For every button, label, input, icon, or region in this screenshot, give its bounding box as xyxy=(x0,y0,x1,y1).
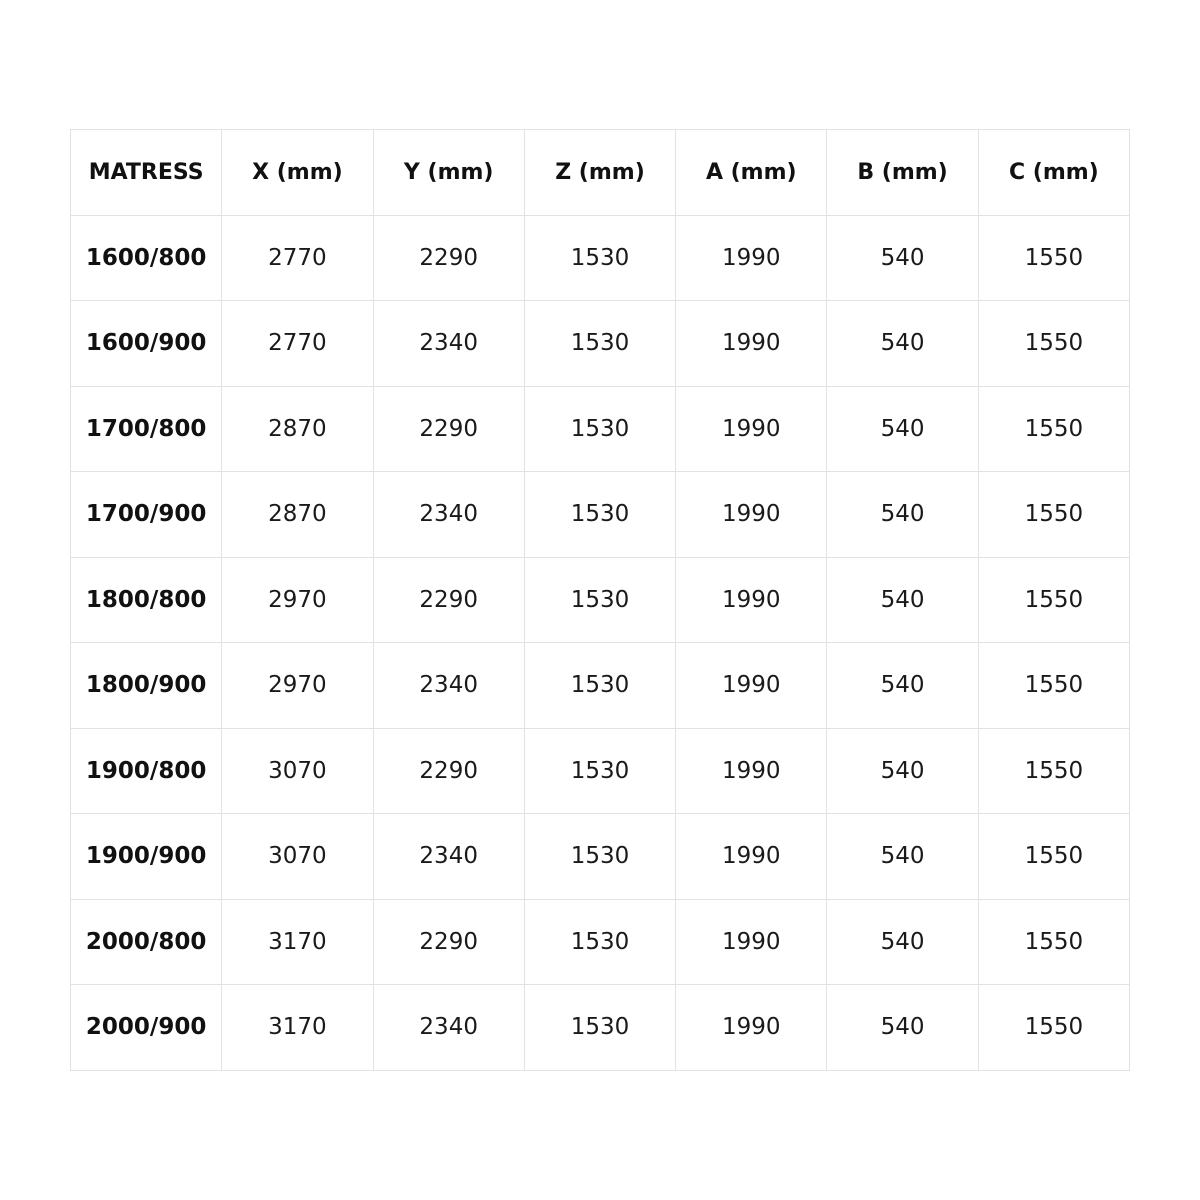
y-value-cell: 2340 xyxy=(373,472,524,558)
header-z: Z (mm) xyxy=(524,130,675,216)
table-row xyxy=(71,557,1130,643)
z-value-cell: 1530 xyxy=(524,899,675,985)
c-value-cell: 1550 xyxy=(978,215,1129,301)
header-c: C (mm) xyxy=(978,130,1129,216)
c-value-cell: 1550 xyxy=(978,557,1129,643)
table-row xyxy=(71,386,1130,472)
table-row xyxy=(71,301,1130,387)
mattress-size-cell: 1700/900 xyxy=(71,472,222,558)
header-a: A (mm) xyxy=(676,130,827,216)
x-value-cell: 2970 xyxy=(222,643,373,729)
mattress-size-cell: 1900/900 xyxy=(71,814,222,900)
x-value-cell: 2770 xyxy=(222,215,373,301)
header-b: B (mm) xyxy=(827,130,978,216)
x-value-cell: 3070 xyxy=(222,814,373,900)
y-value-cell: 2340 xyxy=(373,814,524,900)
z-value-cell: 1530 xyxy=(524,728,675,814)
y-value-cell: 2290 xyxy=(373,215,524,301)
z-value-cell: 1530 xyxy=(524,301,675,387)
z-value-cell: 1530 xyxy=(524,643,675,729)
table-row xyxy=(71,643,1130,729)
y-value-cell: 2340 xyxy=(373,301,524,387)
c-value-cell: 1550 xyxy=(978,814,1129,900)
dimensions-table xyxy=(70,129,1130,1071)
x-value-cell: 3070 xyxy=(222,728,373,814)
mattress-size-cell: 2000/900 xyxy=(71,985,222,1071)
z-value-cell: 1530 xyxy=(524,557,675,643)
b-value-cell: 540 xyxy=(827,557,978,643)
b-value-cell: 540 xyxy=(827,472,978,558)
x-value-cell: 2970 xyxy=(222,557,373,643)
header-row xyxy=(71,130,1130,216)
c-value-cell: 1550 xyxy=(978,728,1129,814)
table-row xyxy=(71,215,1130,301)
y-value-cell: 2290 xyxy=(373,386,524,472)
x-value-cell: 3170 xyxy=(222,899,373,985)
b-value-cell: 540 xyxy=(827,215,978,301)
header-x: X (mm) xyxy=(222,130,373,216)
a-value-cell: 1990 xyxy=(676,215,827,301)
table-row xyxy=(71,899,1130,985)
a-value-cell: 1990 xyxy=(676,728,827,814)
mattress-size-cell: 2000/800 xyxy=(71,899,222,985)
a-value-cell: 1990 xyxy=(676,899,827,985)
x-value-cell: 3170 xyxy=(222,985,373,1071)
mattress-size-cell: 1600/800 xyxy=(71,215,222,301)
a-value-cell: 1990 xyxy=(676,386,827,472)
a-value-cell: 1990 xyxy=(676,301,827,387)
x-value-cell: 2870 xyxy=(222,386,373,472)
y-value-cell: 2340 xyxy=(373,985,524,1071)
a-value-cell: 1990 xyxy=(676,814,827,900)
a-value-cell: 1990 xyxy=(676,643,827,729)
c-value-cell: 1550 xyxy=(978,386,1129,472)
y-value-cell: 2340 xyxy=(373,643,524,729)
b-value-cell: 540 xyxy=(827,814,978,900)
z-value-cell: 1530 xyxy=(524,386,675,472)
c-value-cell: 1550 xyxy=(978,301,1129,387)
table-row xyxy=(71,985,1130,1071)
mattress-size-cell: 1800/900 xyxy=(71,643,222,729)
y-value-cell: 2290 xyxy=(373,557,524,643)
table-header xyxy=(71,130,1130,216)
b-value-cell: 540 xyxy=(827,643,978,729)
a-value-cell: 1990 xyxy=(676,985,827,1071)
b-value-cell: 540 xyxy=(827,899,978,985)
mattress-size-cell: 1600/900 xyxy=(71,301,222,387)
z-value-cell: 1530 xyxy=(524,985,675,1071)
mattress-size-cell: 1900/800 xyxy=(71,728,222,814)
x-value-cell: 2870 xyxy=(222,472,373,558)
a-value-cell: 1990 xyxy=(676,472,827,558)
table-row xyxy=(71,814,1130,900)
y-value-cell: 2290 xyxy=(373,899,524,985)
table-row xyxy=(71,728,1130,814)
b-value-cell: 540 xyxy=(827,728,978,814)
a-value-cell: 1990 xyxy=(676,557,827,643)
header-y: Y (mm) xyxy=(373,130,524,216)
z-value-cell: 1530 xyxy=(524,814,675,900)
mattress-size-cell: 1800/800 xyxy=(71,557,222,643)
table-body xyxy=(71,215,1130,1070)
b-value-cell: 540 xyxy=(827,301,978,387)
y-value-cell: 2290 xyxy=(373,728,524,814)
c-value-cell: 1550 xyxy=(978,643,1129,729)
header-matress: MATRESS xyxy=(71,130,222,216)
mattress-size-cell: 1700/800 xyxy=(71,386,222,472)
z-value-cell: 1530 xyxy=(524,472,675,558)
b-value-cell: 540 xyxy=(827,386,978,472)
c-value-cell: 1550 xyxy=(978,899,1129,985)
b-value-cell: 540 xyxy=(827,985,978,1071)
c-value-cell: 1550 xyxy=(978,472,1129,558)
c-value-cell: 1550 xyxy=(978,985,1129,1071)
x-value-cell: 2770 xyxy=(222,301,373,387)
z-value-cell: 1530 xyxy=(524,215,675,301)
table-row xyxy=(71,472,1130,558)
